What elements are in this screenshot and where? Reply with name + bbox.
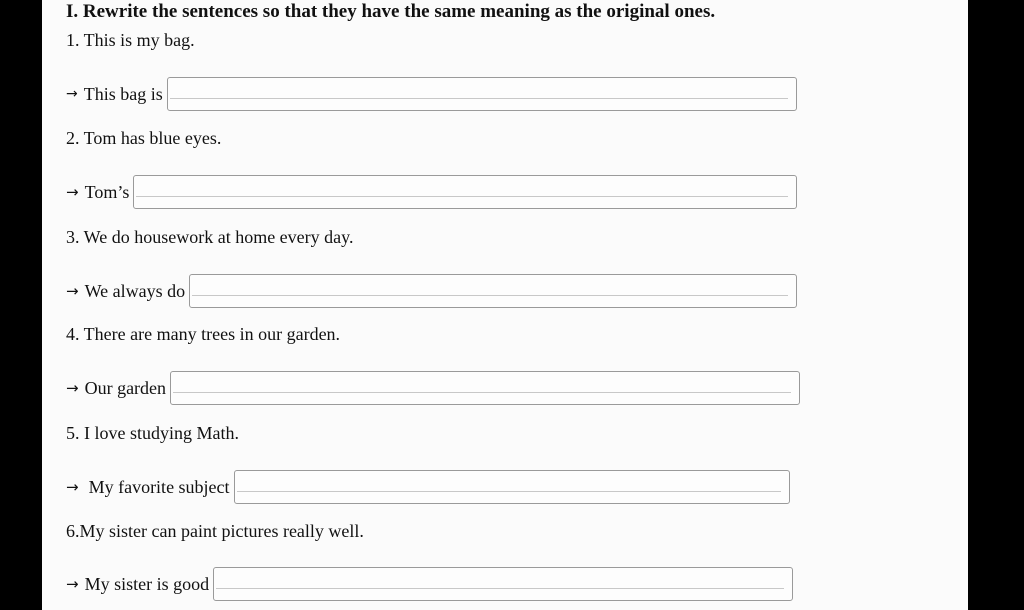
question-5: 5. I love studying Math. (66, 423, 239, 443)
answer-underline (237, 491, 781, 492)
answer-box-2[interactable] (133, 175, 797, 209)
arrow-icon: → (66, 282, 79, 300)
answer-prefix-6: My sister is good (84, 574, 210, 594)
answer-underline (173, 392, 791, 393)
answer-row-3 (66, 273, 797, 309)
answer-underline (192, 295, 788, 296)
question-4: 4. There are many trees in our garden. (66, 324, 341, 344)
answer-prefix-1: This bag is (83, 84, 163, 104)
arrow-icon: → (66, 183, 79, 201)
question-3: 3. We do housework at home every day. (66, 227, 354, 247)
answer-box-5[interactable] (234, 470, 790, 504)
answer-prefix-3: We always do (84, 281, 186, 301)
answer-underline (216, 588, 784, 589)
question-2: 2. Tom has blue eyes. (66, 128, 222, 148)
arrow-icon: → (66, 86, 78, 102)
arrow-icon: → (66, 379, 79, 397)
answer-box-3[interactable] (189, 274, 797, 308)
question-6: 6.My sister can paint pictures really well. (66, 521, 364, 541)
answer-row-1 (66, 76, 797, 112)
answer-row-2 (66, 174, 797, 210)
arrow-icon: → (66, 478, 79, 496)
exercise-heading: I. Rewrite the sentences so that they have the same meaning as the original ones. (66, 1, 716, 22)
question-1: 1. This is my bag. (66, 30, 195, 50)
answer-box-6[interactable] (213, 567, 793, 601)
answer-prefix-5: My favorite subject (88, 477, 230, 497)
arrow-icon: → (66, 575, 79, 593)
answer-underline (136, 196, 788, 197)
answer-box-4[interactable] (170, 371, 800, 405)
answer-row-4 (66, 370, 800, 406)
answer-box-1[interactable] (167, 77, 797, 111)
answer-underline (170, 98, 788, 99)
answer-prefix-4: Our garden (84, 378, 167, 398)
answer-row-6 (66, 566, 793, 602)
answer-prefix-2: Tom’s (84, 182, 130, 202)
worksheet-page (42, 0, 968, 610)
answer-row-5 (66, 469, 790, 505)
